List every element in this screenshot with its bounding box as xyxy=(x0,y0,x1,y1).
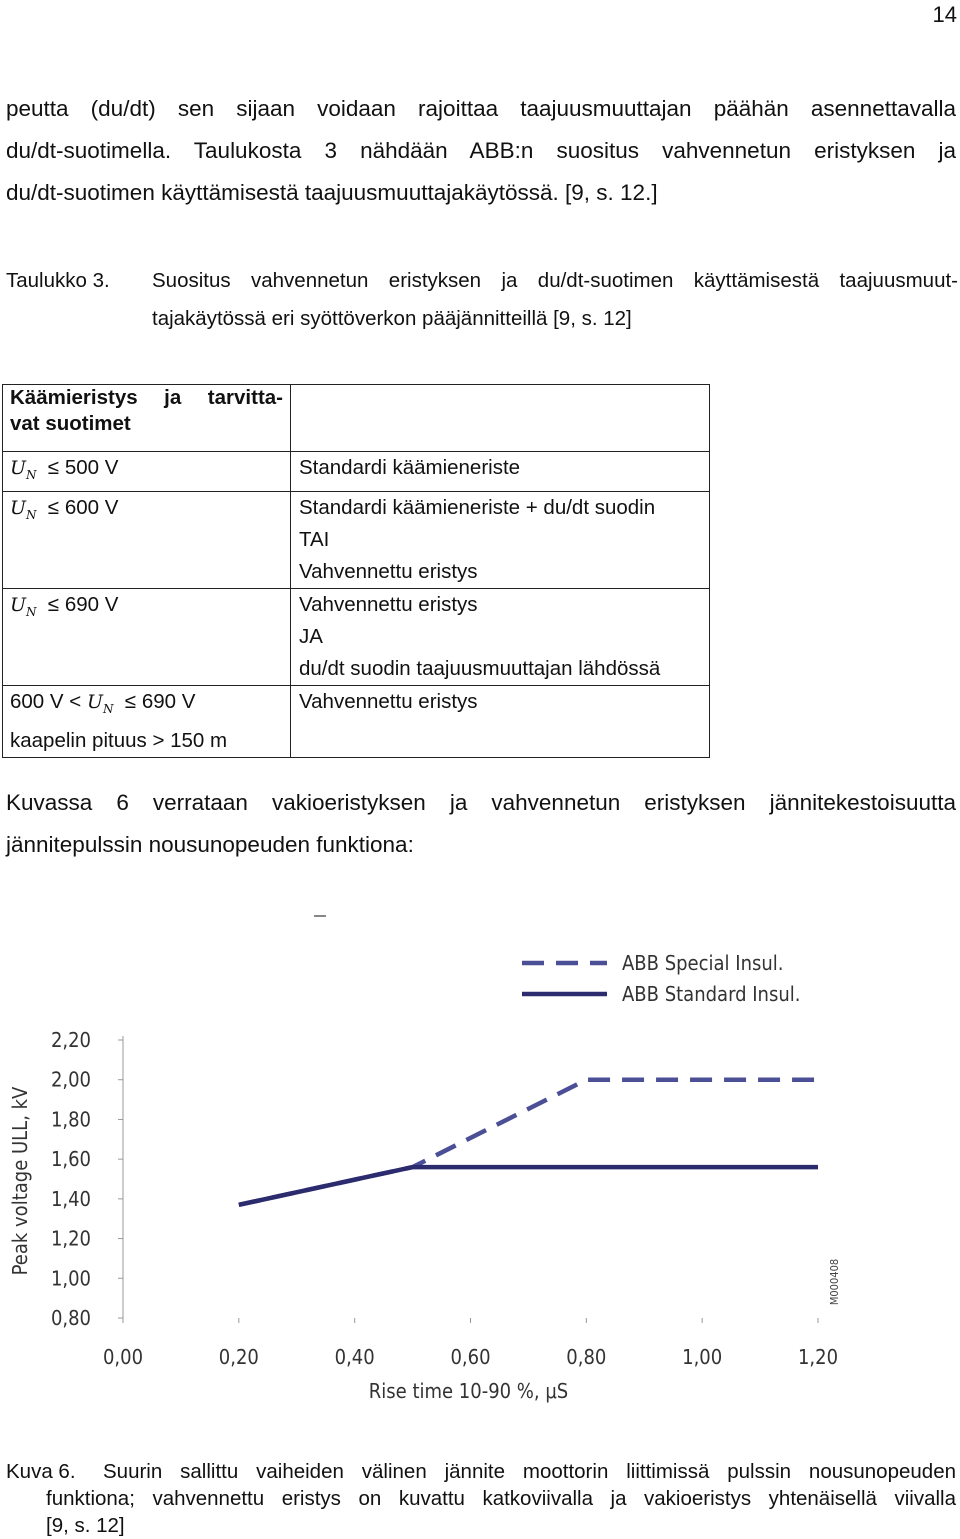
legend-label: ABB Standard Insul. xyxy=(622,982,801,1006)
requirement-cell: Vahvennettu eristys xyxy=(291,685,710,757)
x-axis-title: Rise time 10-90 %, μS xyxy=(368,1379,569,1403)
y-tick-label: 1,40 xyxy=(50,1186,91,1211)
un-symbol: $U_N$ xyxy=(10,496,37,522)
y-tick-label: 1,80 xyxy=(50,1107,91,1132)
y-tick-label: 1,20 xyxy=(50,1226,91,1251)
x-tick-label: 0,20 xyxy=(218,1345,259,1369)
voltage-condition-cell: $U_N \le 500$ V xyxy=(3,452,291,492)
x-tick-label: 0,80 xyxy=(566,1345,607,1369)
x-tick-label: 0,00 xyxy=(102,1345,144,1369)
figure-intro-line: Kuvassa 6 verrataan vakioeristyksen ja vahvennetun eristyksen jännitekestoisuutta xyxy=(6,790,956,815)
table-row xyxy=(3,491,710,588)
figure-caption-label: Kuva 6. xyxy=(6,1460,76,1483)
requirement-cell: Standardi käämieneriste + du/dt suodin TAI Vahvennettu eristys xyxy=(291,491,710,588)
table-caption-text xyxy=(152,262,958,338)
rise-time-chart xyxy=(0,900,860,1420)
table-caption-line: tajakäytössä eri syöttöverkon pääjännitteillä [9, s. 12] xyxy=(152,307,632,330)
table-header-cell xyxy=(3,385,291,452)
legend-label: ABB Special Insul. xyxy=(622,951,784,975)
intro-paragraph xyxy=(6,88,956,214)
page-number: 14 xyxy=(932,2,957,27)
intro-line: du/dt-suotimen käyttämisestä taajuusmuuttajakäytössä. [9, s. 12.] xyxy=(6,180,658,205)
table-header-row xyxy=(3,385,710,452)
un-symbol: $U_N$ xyxy=(10,593,37,619)
y-tick-label: 1,60 xyxy=(50,1147,91,1172)
figure-caption-line: [9, s. 12] xyxy=(46,1514,125,1537)
table-row xyxy=(3,685,710,757)
figure-intro-line: jännitepulssin nousunopeuden funktiona: xyxy=(6,832,414,857)
figure-caption-line: funktiona; vahvennettu eristys on kuvattu katkoviivalla ja vakioeristys yhtenäisellä viivalla xyxy=(46,1487,956,1510)
table-row xyxy=(3,588,710,685)
y-tick-label: 1,00 xyxy=(50,1266,91,1291)
intro-line: du/dt-suotimella. Taulukosta 3 nähdään ABB:n suositus vahvennetun eristyksen ja xyxy=(6,138,956,163)
un-symbol: $U_N$ xyxy=(86,690,114,716)
figure-intro-paragraph xyxy=(6,782,956,866)
figure-id-label: M000408 xyxy=(828,1258,841,1306)
y-tick-label: 2,20 xyxy=(50,1028,91,1052)
y-tick-label: 0,80 xyxy=(50,1306,91,1330)
voltage-condition-cell: 600 $V < U_N \le 690$ V kaapelin pituus > 150 m xyxy=(3,685,291,757)
requirement-cell: Vahvennettu eristys JA du/dt suodin taajuusmuuttajan lähdössä xyxy=(291,588,710,685)
y-tick-label: 2,00 xyxy=(50,1067,91,1092)
series-line-standard-insul xyxy=(239,1167,818,1205)
voltage-condition-cell: $U_N \le 600$ V xyxy=(3,491,291,588)
figure-caption-line: Suurin sallittu vaiheiden välinen jännite moottorin liittimissä pulssin nousunopeuden xyxy=(103,1460,956,1483)
un-symbol: $U_N$ xyxy=(10,457,37,482)
x-tick-label: 1,20 xyxy=(797,1345,839,1369)
x-tick-label: 0,60 xyxy=(450,1345,491,1369)
requirement-cell: Standardi käämieneriste xyxy=(291,452,710,492)
x-tick-label: 0,40 xyxy=(334,1345,375,1369)
table-caption-line: Suositus vahvennetun eristyksen ja du/dt-suotimen käyttämisestä taajuusmuut- xyxy=(152,269,958,292)
insulation-table xyxy=(2,384,710,758)
table-row xyxy=(3,452,710,492)
voltage-condition-cell: $U_N \le 690$ V xyxy=(3,588,291,685)
intro-line: peutta (du/dt) sen sijaan voidaan rajoittaa taajuusmuuttajan päähän asennettavalla xyxy=(6,96,956,121)
x-tick-label: 1,00 xyxy=(682,1345,723,1369)
table-caption-label: Taulukko 3. xyxy=(6,269,110,292)
table-header-empty-cell xyxy=(291,385,710,452)
table-header-line: vat suotimet xyxy=(10,412,131,435)
y-axis-title: Peak voltage ULL, kV xyxy=(8,1086,32,1276)
table-header-line: Käämieristys ja tarvitta- xyxy=(10,386,283,409)
